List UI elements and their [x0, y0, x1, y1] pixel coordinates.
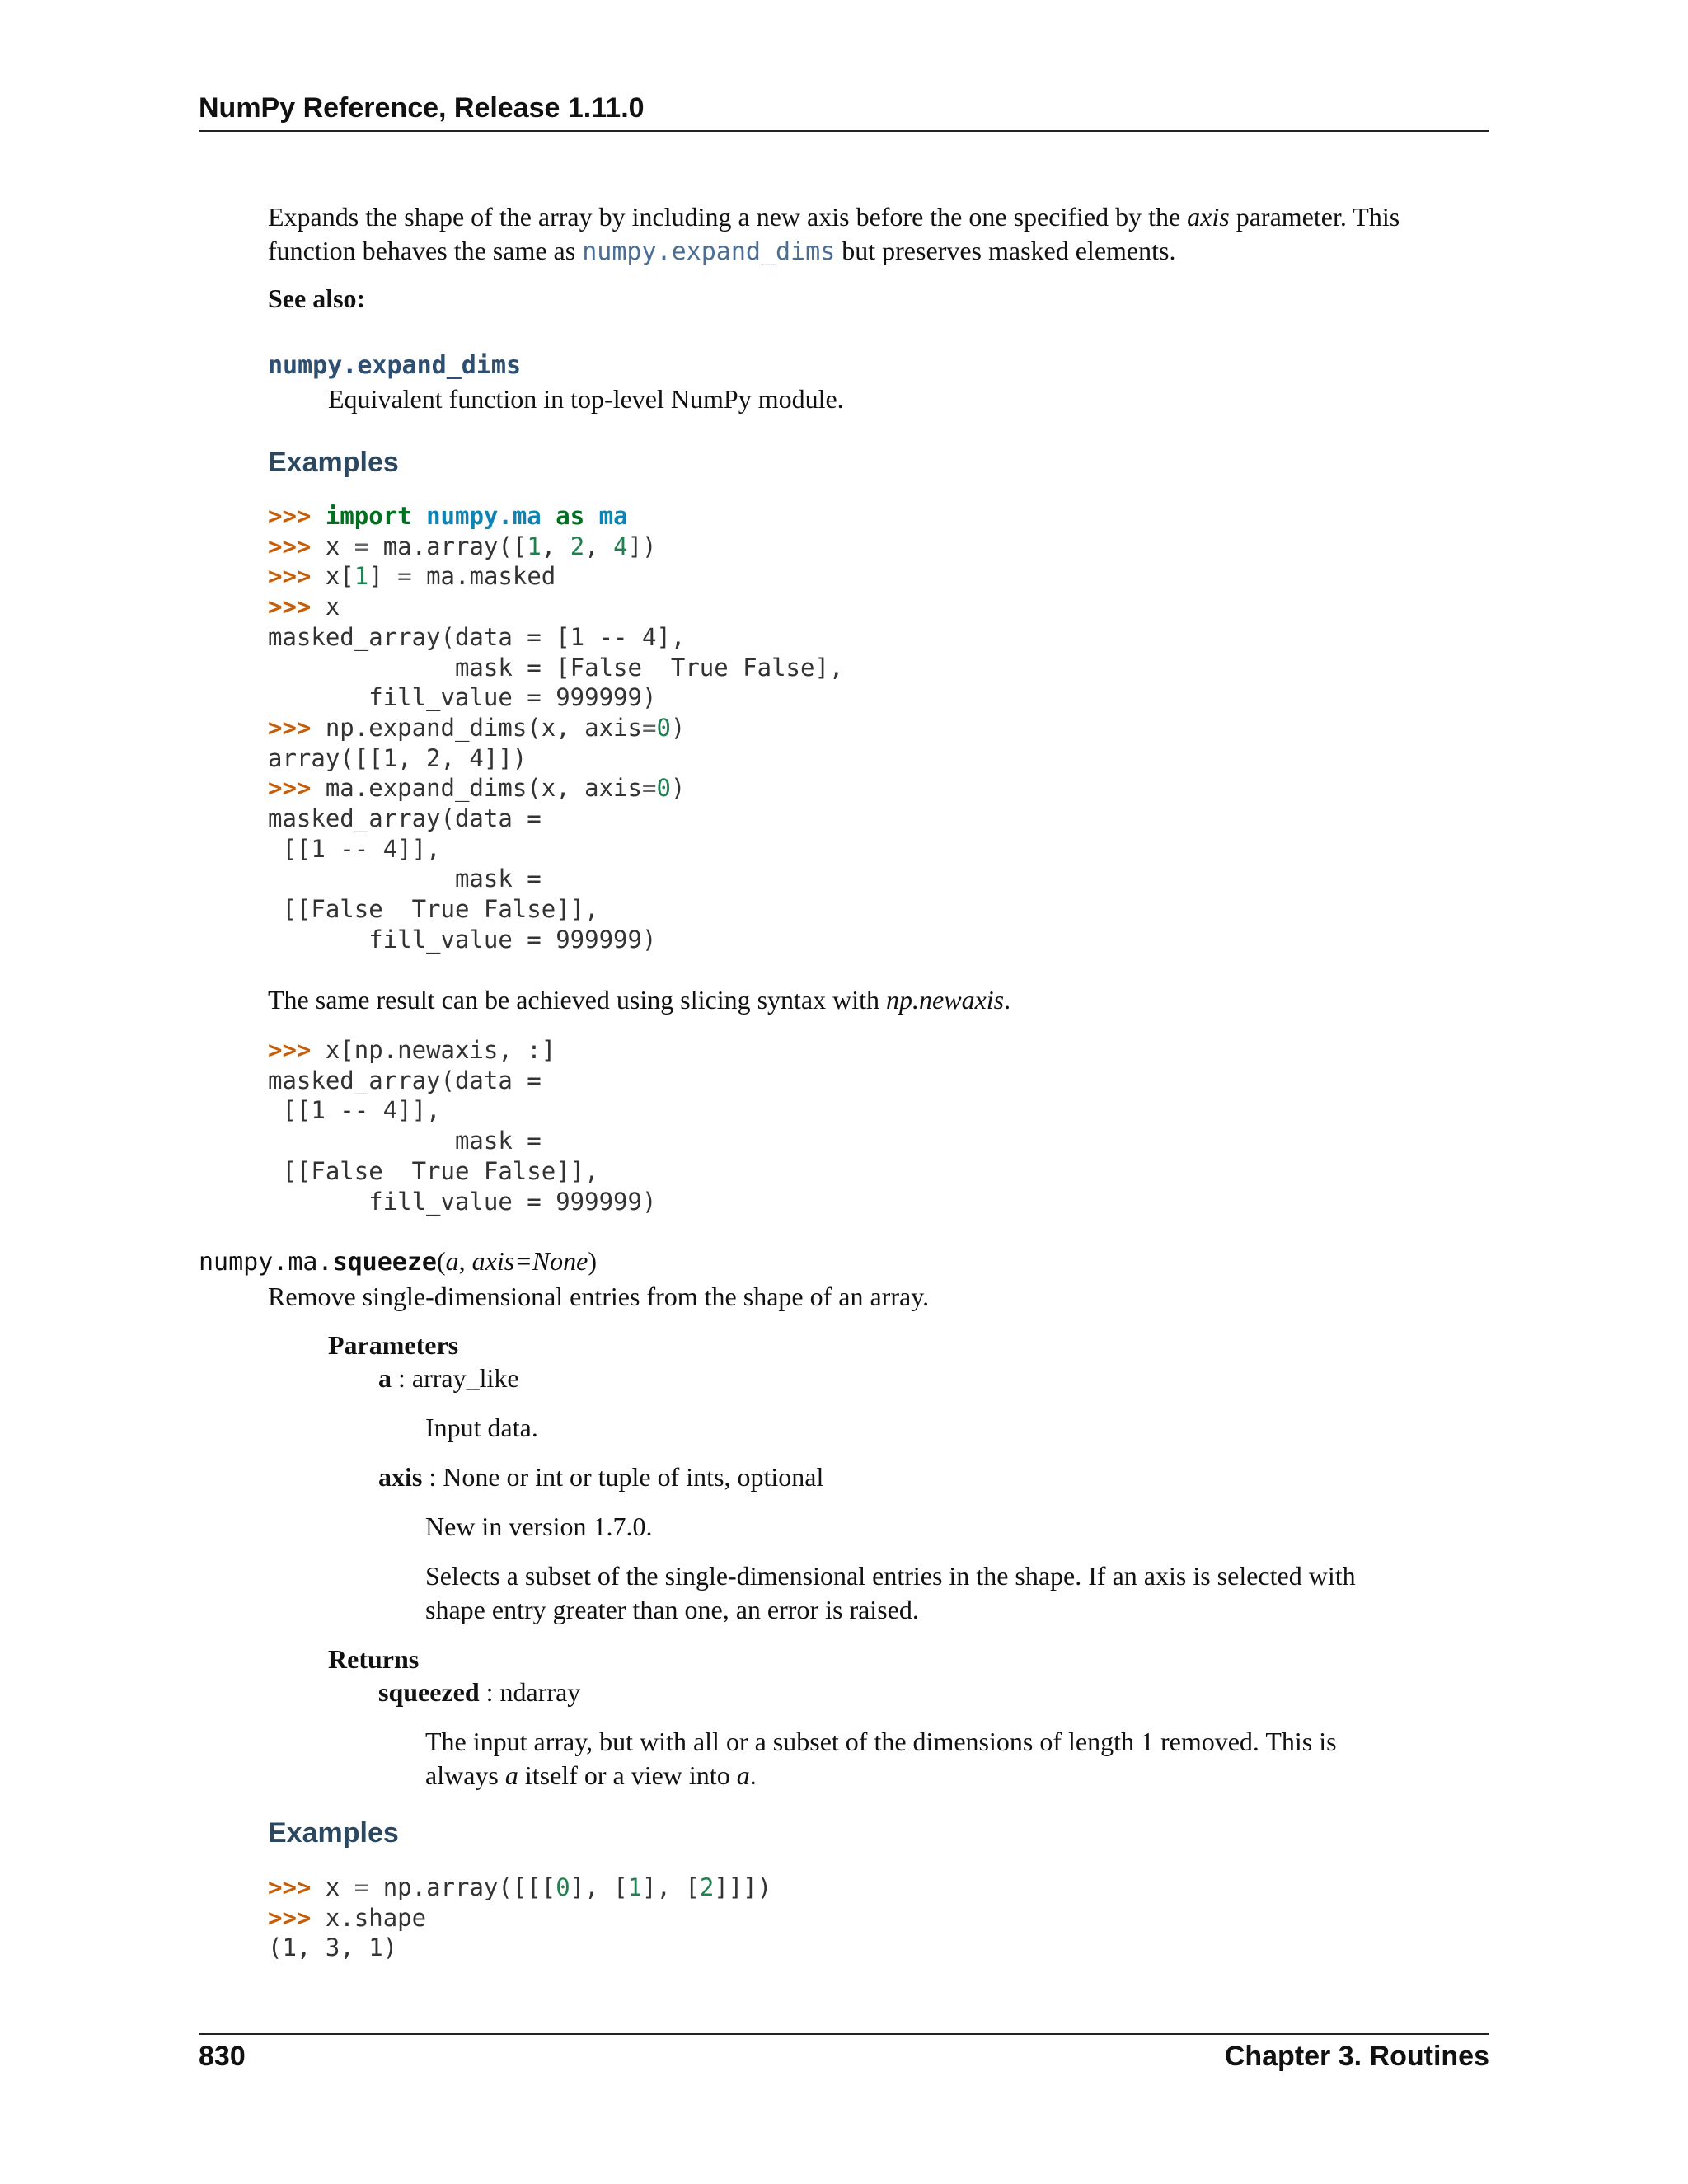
code-line: >>> x.shape [268, 1903, 427, 1932]
page-number: 830 [199, 2041, 246, 2072]
newaxis-ref: np.newaxis [886, 985, 1005, 1015]
param-a-type: : array_like [392, 1363, 519, 1393]
code-line: mask = [268, 865, 542, 893]
slicing-paragraph [268, 983, 1010, 1017]
code-line: [[1 -- 4]], [268, 1096, 441, 1125]
see-also-label: See also: [268, 284, 366, 313]
code-line: >>> x = np.array([[[0], [1], [2]]]) [268, 1873, 772, 1901]
code-line: [[False True False]], [268, 895, 599, 924]
slicing-text: The same result can be achieved using slicing syntax with [268, 985, 880, 1015]
see-also-description: Equivalent function in top-level NumPy module. [328, 384, 844, 414]
slicing-period: . [1004, 985, 1011, 1015]
code-line: fill_value = 999999) [268, 1187, 657, 1216]
header-rule [199, 130, 1489, 132]
intro-axis-param: axis [1187, 202, 1230, 232]
examples-heading: Examples [268, 447, 399, 478]
chapter-title: Chapter 3. Routines [1224, 2041, 1489, 2072]
ret-italic-a-1: a [504, 1760, 518, 1790]
intro-line-1 [268, 200, 1489, 234]
param-a-name: a [378, 1363, 392, 1393]
ret-text-b: itself or a view into [524, 1760, 730, 1790]
code-line: >>> x [268, 593, 340, 621]
code-line: >>> x = ma.array([1, 2, 4]) [268, 532, 657, 560]
parameters-label: Parameters [328, 1330, 459, 1360]
squeeze-description: Remove single-dimensional entries from the shape of an array. [268, 1282, 930, 1311]
return-name: squeezed [378, 1677, 480, 1707]
param-a-description: Input data. [425, 1413, 538, 1442]
returns-label: Returns [328, 1644, 420, 1674]
code-block-slicing [268, 1035, 656, 1216]
sig-function-name: squeeze [332, 1248, 437, 1277]
intro-line-2 [268, 234, 1175, 269]
code-block-expand-dims [268, 501, 843, 955]
code-line: >>> import numpy.ma as ma [268, 502, 628, 530]
sig-paren-open: ( [437, 1246, 446, 1276]
code-line: fill_value = 999999) [268, 925, 657, 954]
code-line: >>> x[1] = ma.masked [268, 562, 556, 591]
code-line: mask = [False True False], [268, 653, 844, 682]
intro-text-end: parameter. This [1236, 202, 1400, 232]
intro-text: Expands the shape of the array by including a new axis before the one specified by the [268, 202, 1181, 232]
expand-dims-link[interactable]: numpy.expand_dims [582, 237, 836, 266]
code-line: masked_array(data = [268, 1066, 542, 1094]
ret-period: . [749, 1760, 757, 1790]
footer-rule [199, 2033, 1489, 2035]
code-line: >>> x[np.newaxis, :] [268, 1036, 556, 1064]
return-description-line-1: The input array, but with all or a subset of the dimensions of length 1 removed. This is [425, 1727, 1337, 1756]
code-line: fill_value = 999999) [268, 683, 657, 712]
sig-module: numpy.ma. [199, 1248, 333, 1277]
sig-paren-close: ) [588, 1246, 597, 1276]
ret-italic-a-2: a [736, 1760, 750, 1790]
code-line: [[1 -- 4]], [268, 834, 441, 863]
param-axis [378, 1460, 823, 1494]
param-axis-description-line-1: Selects a subset of the single-dimensional entries in the shape. If an axis is selected with [425, 1561, 1356, 1591]
param-axis-version: New in version 1.7.0. [425, 1511, 653, 1541]
sig-sep: , [458, 1246, 472, 1276]
see-also-link[interactable]: numpy.expand_dims [268, 351, 522, 380]
param-axis-name: axis [378, 1462, 423, 1492]
code-line: >>> ma.expand_dims(x, axis=0) [268, 774, 686, 803]
ret-text-a: always [425, 1760, 499, 1790]
squeeze-signature [199, 1246, 597, 1277]
code-block-squeeze [268, 1872, 771, 1963]
param-axis-description-line-2: shape entry greater than one, an error is raised. [425, 1595, 919, 1624]
param-a [378, 1361, 519, 1395]
code-line: [[False True False]], [268, 1156, 599, 1185]
return-value [378, 1675, 580, 1709]
code-line: mask = [268, 1127, 542, 1155]
code-line: array([[1, 2, 4]]) [268, 743, 528, 772]
running-header: NumPy Reference, Release 1.11.0 [199, 92, 645, 124]
code-line: >>> np.expand_dims(x, axis=0) [268, 713, 686, 742]
code-line: masked_array(data = [1 -- 4], [268, 622, 686, 651]
sig-arg-a: a [445, 1246, 459, 1276]
sig-arg-axis: axis=None [471, 1246, 588, 1276]
param-axis-type: : None or int or tuple of ints, optional [422, 1462, 824, 1492]
intro-text-2: function behaves the same as [268, 236, 576, 265]
return-type: : ndarray [479, 1677, 581, 1707]
code-line: masked_array(data = [268, 804, 542, 833]
intro-text-2-end: but preserves masked elements. [842, 236, 1176, 265]
code-line: (1, 3, 1) [268, 1933, 398, 1962]
examples-heading-squeeze: Examples [268, 1817, 399, 1849]
return-description-line-2 [425, 1759, 757, 1793]
